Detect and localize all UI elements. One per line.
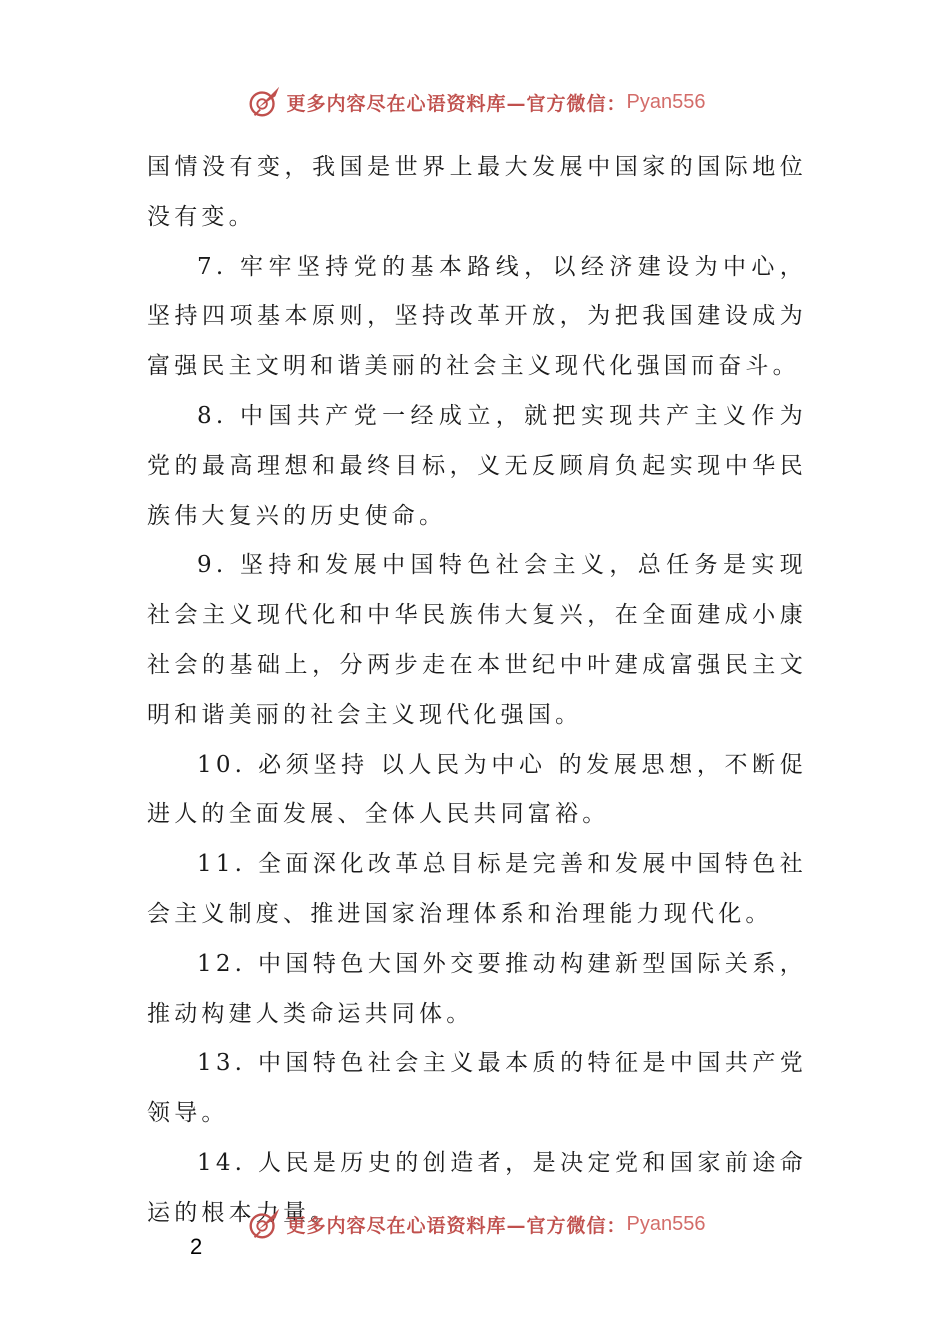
paragraph-7: 7. 牢牢坚持党的基本路线，以经济建设为中心，坚持四项基本原则，坚持改革开放，为把我国建设成为富强民主文明和谐美丽的社会主义现代化强国而奋斗。	[147, 253, 807, 380]
header-watermark	[0, 80, 950, 124]
watermark-wechat-id: Pyan556	[626, 1212, 706, 1235]
quill-logo-icon	[245, 1205, 283, 1243]
paragraph-10: 10. 必须坚持 以人民为中心 的发展思想，不断促进人的全面发展、全体人民共同富裕。	[147, 751, 807, 828]
watermark-text: 更多内容尽在心语资料库—官方微信：	[286, 92, 627, 115]
paragraph-8: 8. 中国共产党一经成立，就把实现共产主义作为党的最高理想和最终目标，义无反顾肩负起实现中华民族伟大复兴的历史使命。	[147, 402, 807, 529]
paragraph-9: 9. 坚持和发展中国特色社会主义，总任务是实现社会主义现代化和中华民族伟大复兴，在全面建成小康社会的基础上，分两步走在本世纪中叶建成富强民主文明和谐美丽的社会主义现代化强国。	[147, 552, 807, 728]
paragraph-11: 11. 全面深化改革总目标是完善和发展中国特色社会主义制度、推进国家治理体系和治理能力现代化。	[147, 851, 807, 927]
paragraph-13: 13. 中国特色社会主义最本质的特征是中国共产党领导。	[147, 1050, 807, 1127]
watermark-wechat-id: Pyan556	[626, 90, 706, 113]
page-number: 2	[190, 1234, 203, 1259]
paragraph-continuation: 国情没有变，我国是世界上最大发展中国家的国际地位没有变。	[147, 154, 807, 230]
paragraph-14: 14. 人民是历史的创造者，是决定党和国家前途命运的根本力量。	[147, 1149, 807, 1226]
document-body	[147, 143, 807, 1239]
paragraph-12: 12. 中国特色大国外交要推动构建新型国际关系，推动构建人类命运共同体。	[147, 950, 807, 1027]
watermark-text: 更多内容尽在心语资料库—官方微信：	[286, 1214, 627, 1237]
quill-logo-icon	[245, 83, 283, 121]
footer-watermark	[0, 1202, 950, 1246]
